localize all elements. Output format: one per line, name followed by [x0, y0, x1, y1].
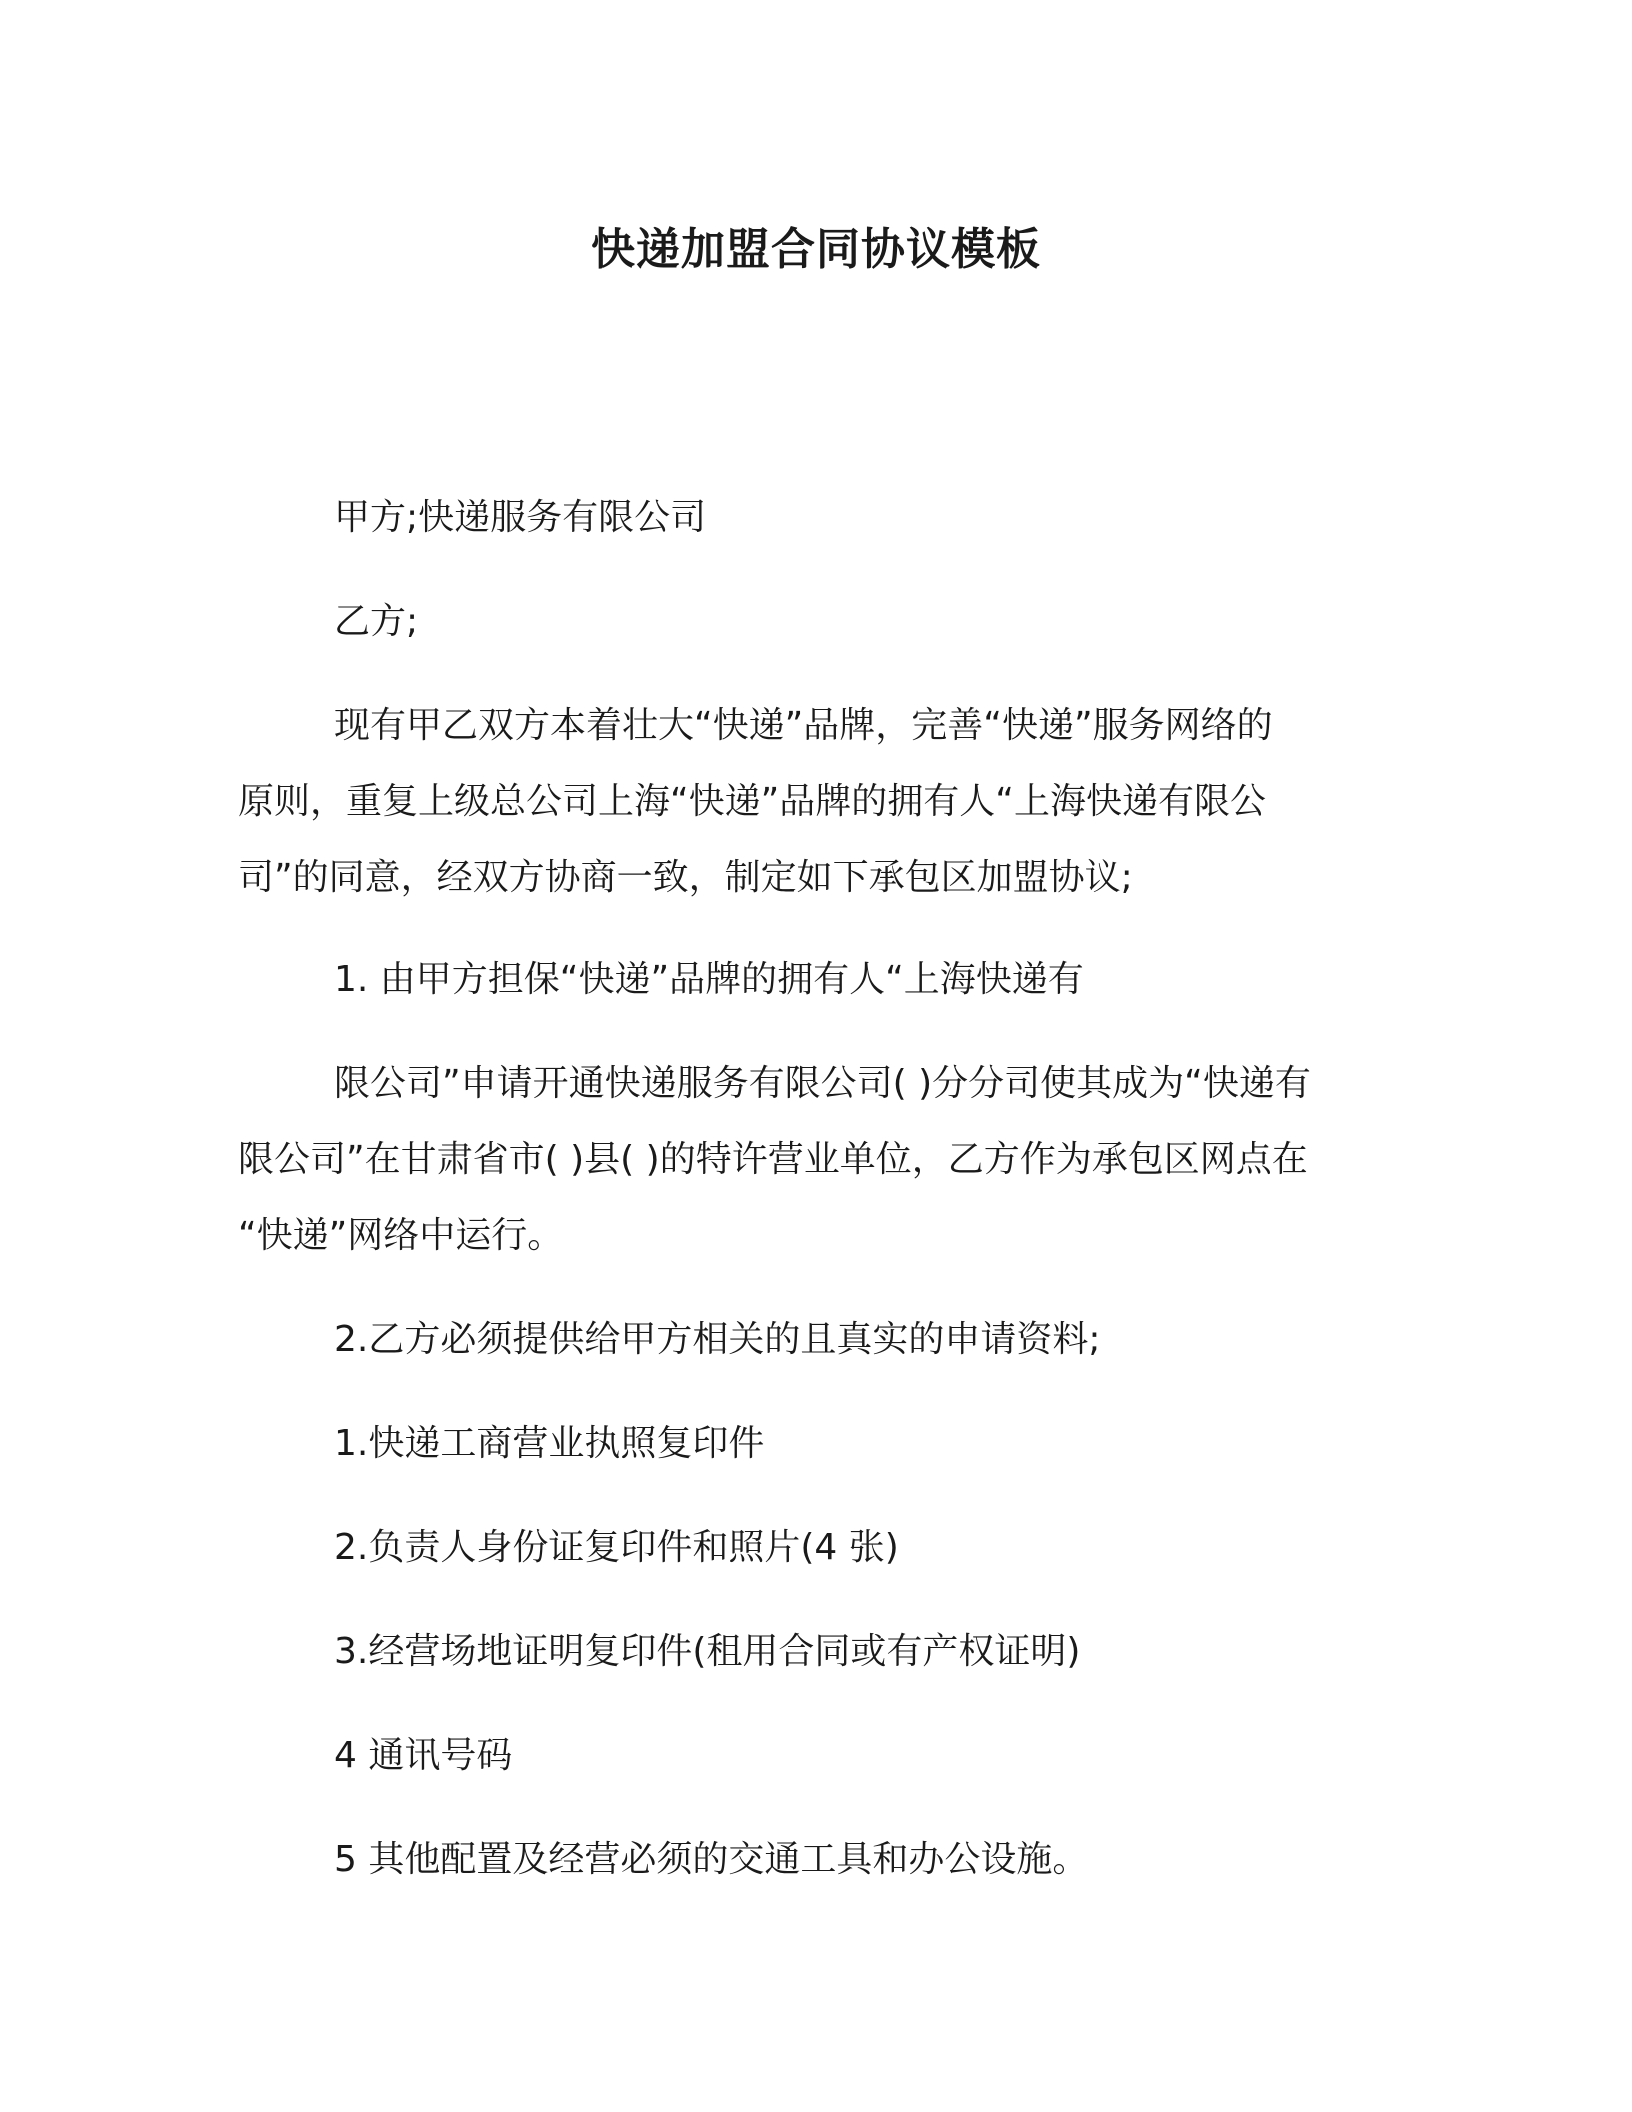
- material-item-4: 4 通讯号码: [334, 1735, 513, 1776]
- material-item-5: 5 其他配置及经营必须的交通工具和办公设施。: [334, 1839, 1089, 1880]
- preamble-line-1: 现有甲乙双方本着壮大“快递”品牌，完善“快递”服务网络的: [334, 705, 1273, 746]
- clause-1-line-4: “快递”网络中运行。: [238, 1215, 564, 1256]
- clause-2-line: 2.乙方必须提供给甲方相关的且真实的申请资料;: [334, 1319, 1101, 1360]
- material-item-3: 3.经营场地证明复印件(租用合同或有产权证明): [334, 1631, 1081, 1672]
- preamble-line-2: 原则，重复上级总公司上海“快递”品牌的拥有人“上海快递有限公: [238, 781, 1266, 822]
- preamble-line-3: 司”的同意，经双方协商一致，制定如下承包区加盟协议;: [238, 857, 1133, 898]
- material-item-1: 1.快递工商营业执照复印件: [334, 1423, 765, 1464]
- party-b-line: 乙方;: [334, 601, 419, 642]
- clause-1-line-3: 限公司”在甘肃省市( )县( )的特许营业单位，乙方作为承包区网点在: [238, 1139, 1308, 1180]
- clause-1-line-2: 限公司”申请开通快递服务有限公司( )分分司使其成为“快递有: [334, 1063, 1311, 1104]
- party-a-line: 甲方;快递服务有限公司: [334, 497, 707, 538]
- document-title: 快递加盟合同协议模板: [591, 224, 1041, 275]
- clause-1-line-1: 1. 由甲方担保“快递”品牌的拥有人“上海快递有: [334, 959, 1084, 1000]
- material-item-2: 2.负责人身份证复印件和照片(4 张): [334, 1527, 899, 1568]
